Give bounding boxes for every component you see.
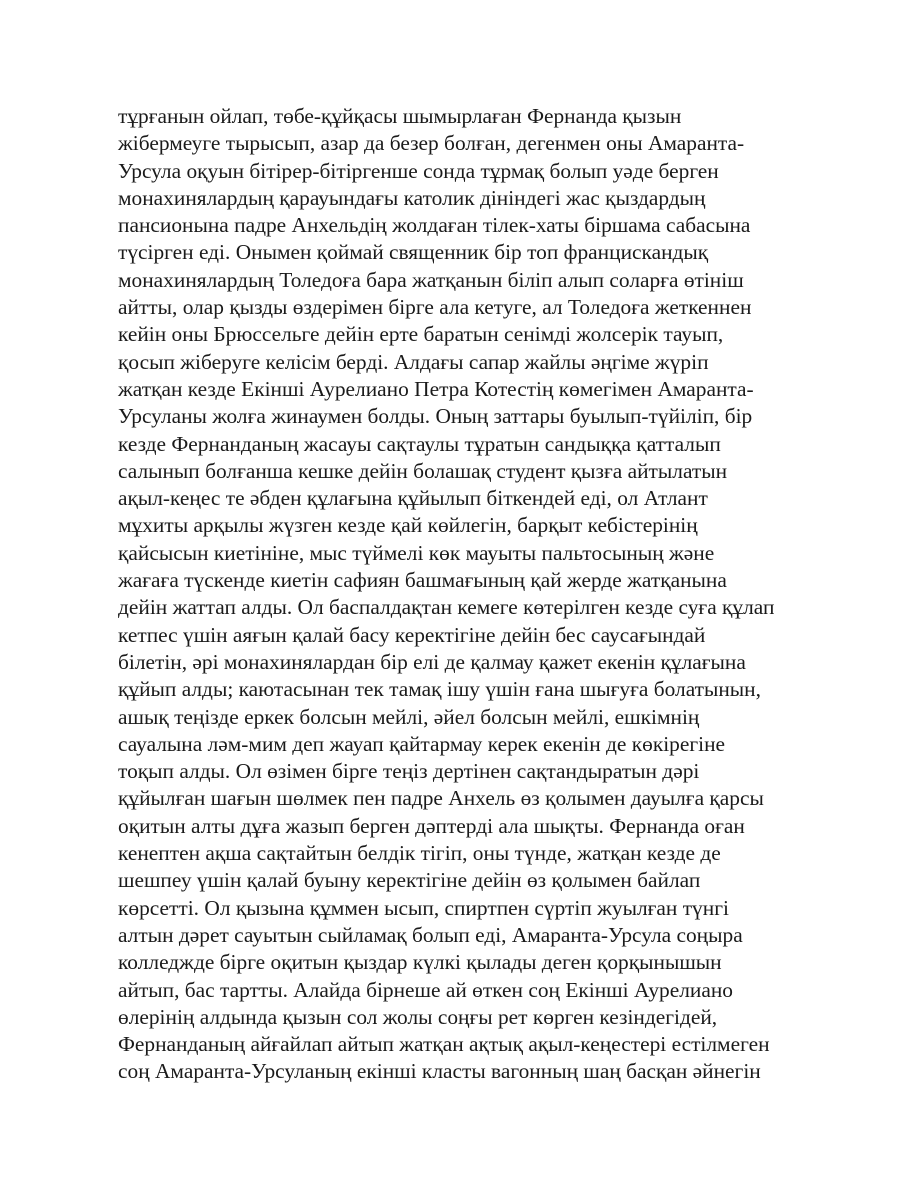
text-line: монахинялардың қарауындағы католик дініндегі жас қыздардың <box>118 185 706 210</box>
text-line: құйып алды; каютасынан тек тамақ ішу үшін ғана шығуға болатынын, <box>118 677 761 702</box>
text-line: айтып, бас тартты. Алайда бірнеше ай өткен соң Екінші Аурелиано <box>118 977 733 1002</box>
text-line: ақыл-кеңес те әбден құлағына құйылып біткендей еді, ол Атлант <box>118 486 708 511</box>
text-line: алтын дәрет сауытын сыйламақ болып еді, Амаранта-Урсула соңыра <box>118 922 743 947</box>
text-line: мұхиты арқылы жүзген кезде қай көйлегін, барқыт кебістерінің <box>118 513 698 538</box>
text-line: айтты, олар қызды өздерімен бірге ала кетуге, ал Толедоға жеткеннен <box>118 295 752 320</box>
text-line: дейін жаттап алды. Ол баспалдақтан кемеге көтерілген кезде суға құлап <box>118 595 775 620</box>
text-line: кенептен ақша сақтайтын белдік тігіп, оны түнде, жатқан кезде де <box>118 841 721 866</box>
text-line: салынып болғанша кешке дейін болашақ студент қызға айтылатын <box>118 458 728 483</box>
text-line: көрсетті. Ол қызына құммен ысып, спиртпен сүртіп жуылған түнгі <box>118 895 729 920</box>
text-line: Фернанданың айғайлап айтып жатқан ақтық ақыл-кеңестері естілмеген <box>118 1032 770 1057</box>
text-line: шешпеу үшін қалай буыну керектігіне дейін өз қолымен байлап <box>118 868 701 893</box>
text-line: пансионына падре Анхельдің жолдаған тілек-хаты біршама сабасына <box>118 213 751 238</box>
text-line: тұрғанын ойлап, төбе-құйқасы шымырлаған Фернанда қызын <box>118 104 682 128</box>
text-line: кезде Фернанданың жасауы сақтаулы тұратын сандыққа қатталып <box>118 431 721 456</box>
text-line: оқитын алты дұға жазып берген дәптерді ала шықты. Фернанда оған <box>118 813 745 838</box>
text-line: тоқып алды. Ол өзімен бірге теңіз дертінен сақтандыратын дәрі <box>118 759 700 784</box>
text-line: құйылған шағын шөлмек пен падре Анхель өз қолымен дауылға қарсы <box>118 786 764 811</box>
text-line: түсірген еді. Онымен қоймай священник бір топ францискандық <box>118 240 709 265</box>
text-line: Урсула оқуын бітірер-бітіргенше сонда тұрмақ болып уәде берген <box>118 158 719 183</box>
text-line: қосып жіберуге келісім берді. Алдағы сапар жайлы әңгіме жүріп <box>118 349 709 374</box>
text-line: соң Амаранта-Урсуланың екінші класты вагонның шаң басқан әйнегін <box>118 1059 761 1084</box>
text-line: білетін, әрі монахинялардан бір елі де қалмау қажет екенін құлағына <box>118 649 746 674</box>
text-line: монахинялардың Толедоға бара жатқанын біліп алып соларға өтініш <box>118 267 744 292</box>
text-line: жатқан кезде Екінші Аурелиано Петра Котестің көмегімен Амаранта- <box>118 376 754 401</box>
text-line: Урсуланы жолға жинаумен болды. Оның заттары буылып-түйіліп, бір <box>118 404 753 429</box>
text-line: ашық теңізде еркек болсын мейлі, әйел болсын мейлі, ешкімнің <box>118 704 700 729</box>
text-line: колледжде бірге оқитын қыздар күлкі қылады деген қорқынышын <box>118 950 722 975</box>
text-line: сауалына ләм-мим деп жауап қайтармау керек екенін де көкірегіне <box>118 731 726 756</box>
text-line: кетпес үшін аяғын қалай басу керектігіне дейін бес саусағындай <box>118 622 706 647</box>
text-line: жағаға түскенде киетін сафиян башмағының қай жерде жатқанына <box>118 568 727 593</box>
text-line: кейін оны Брюссельге дейін ерте баратын сенімді жолсерік тауып, <box>118 322 724 347</box>
text-line: өлерінің алдында қызын сол жолы соңғы рет көрген кезіндегідей, <box>118 1004 718 1029</box>
body-text <box>118 103 818 1086</box>
text-line: жібермеуге тырысып, азар да безер болған, дегенмен оны Амаранта- <box>118 131 745 156</box>
text-line: қайсысын киетініне, мыс түймелі көк мауыты пальтосының және <box>118 540 715 565</box>
